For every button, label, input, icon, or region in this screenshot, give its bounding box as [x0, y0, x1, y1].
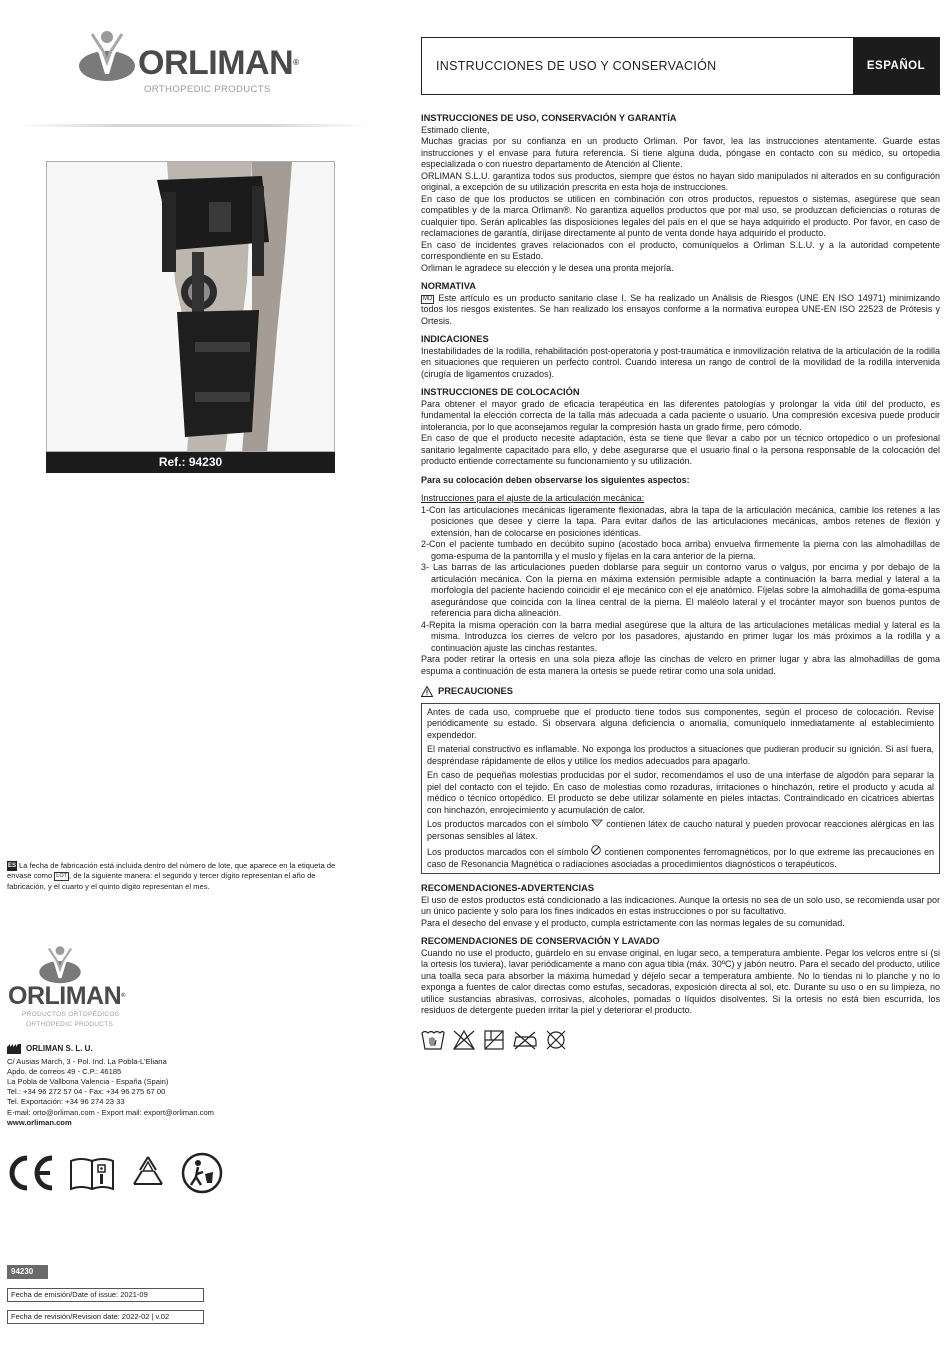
latex-text-a: Los productos marcados con el símbolo	[427, 819, 589, 829]
lot-symbol-icon: LOT	[56, 873, 67, 880]
section-title: INSTRUCCIONES DE USO, CONSERVACIÓN Y GARANTÍA	[421, 113, 677, 123]
section-title: INSTRUCCIONES DE COLOCACIÓN	[421, 387, 580, 397]
tidyman-disposal-icon	[181, 1152, 223, 1194]
mr-unsafe-icon	[591, 845, 601, 855]
language-tab: ESPAÑOL	[853, 38, 939, 94]
address-line: La Pobla de Vallbona Valencia - España (Spain)	[7, 1077, 169, 1087]
brand-tagline-es: PRODUCTOS ORTOPÉDICOS	[22, 1011, 120, 1018]
manufacturer-name-row	[7, 1044, 307, 1054]
paragraph: En caso de pequeñas molestias producidas por el sudor, recomendamos el uso de una interfase de algodón para separar la piel del contacto con el tejido. En caso de molestias como rozaduras, irritaciones o hinchazón, retire el producto y acuda al médico o técnico ortopédico. El producto se debe utilizar solamente en pieles intactas. Contraindicado en cicatrices abiertas con hinchazón, enrojecimiento y acumulación de calor.	[427, 770, 934, 815]
address-line: E-mail: orto@orliman.com - Export mail: export@orliman.com	[7, 1107, 215, 1117]
reg-mark: ®	[293, 58, 299, 67]
aspects-heading: Para su colocación deben observarse los siguientes aspectos:	[421, 474, 690, 485]
section-title: PRECAUCIONES	[438, 686, 513, 696]
section-title: NORMATIVA	[421, 281, 476, 291]
hand-wash-icon	[421, 1029, 445, 1051]
brand-tagline: ORTHOPEDIC PRODUCTS	[26, 1021, 114, 1028]
brand-name: ORLIMAN	[8, 982, 122, 1010]
manufacturer-name: ORLIMAN S. L. U.	[26, 1044, 93, 1053]
revision-date: Fecha de revisión/Revision date: 2022-02 | v.02	[7, 1310, 204, 1324]
orliman-logo-footer	[8, 944, 208, 1034]
website-link[interactable]: www.orliman.com	[7, 1117, 72, 1127]
recycle-icon	[129, 1154, 167, 1192]
reg-mark: ®	[121, 993, 126, 999]
latex-icon	[591, 819, 603, 827]
document-title: INSTRUCCIONES DE USO Y CONSERVACIÓN	[436, 59, 717, 73]
list-item: 2-Con el paciente tumbado en decúbito supino (acostado boca arriba) envuelva firmemente la pierna con las almohadillas de goma-espuma de la pantorrilla y el muslo y fíjelas en la cara anterior de la pierna.	[421, 539, 940, 561]
medical-device-icon: MD	[423, 295, 433, 302]
precautions-box	[421, 703, 940, 875]
list-item: 4-Repita la misma operación con la barra medial asegúrese que la altura de las articulaciones metálicas medial y lateral es la misma. Introduzca los cierres de velcro por los pasadores, ajustando en primer lugar los más próximos a la rodilla y a continuación ajuste las cinchas restantes.	[421, 619, 940, 653]
paragraph: En caso de que los productos se utilicen en combinación con otros productos, repuestos o sistemas, asegúrese que sean compatibles y de la marca Orliman®. No garantiza aquellos productos que por mal uso, se produzcan deficiencias o roturas de cualquier tipo. Serán aplicables las disposiciones legales del país en el que se haya adquirido el producto. Por favor, en caso de reclamaciones de garantía, diríjase directamente al punto de venta donde haya adquirido el producto.	[421, 193, 940, 238]
mr-paragraph	[427, 845, 934, 870]
paragraph: El material constructivo es inflamable. No exponga los productos a situaciones que pudieran producir su ignición. Si así fuera, despréndase rápidamente de ellos y utilice los medios adecuados para apagarlo.	[427, 744, 934, 766]
orliman-logo	[78, 28, 318, 98]
language-badge: ES	[7, 861, 17, 871]
knee-brace-image	[47, 162, 335, 452]
paragraph: Estimado cliente,	[421, 124, 490, 135]
brand-name: ORLIMAN	[138, 44, 294, 82]
brand-tagline: ORTHOPEDIC PRODUCTS	[144, 84, 271, 95]
latex-paragraph	[427, 819, 934, 842]
address-line: C/ Ausias March, 3 - Pol. Ind. La Pobla-L'Eliana	[7, 1057, 167, 1067]
paragraph: Inestabilidades de la rodilla, rehabilitación post-operatoria y post-traumática e inmovilización relativa de la articulación de la rodilla en situaciones que requieren un perfecto control. Cuando interesa un rango de control de la movilidad de la rodilla intervenida (cirugía de ligamentos cruzados).	[421, 345, 940, 379]
adjustment-heading: Instrucciones para el ajuste de la articulación mecánica:	[421, 493, 645, 503]
care-icons	[421, 1029, 940, 1051]
paragraph: Para el desecho del envase y el producto, cumpla estrictamente con las normas legales de su comunidad.	[421, 917, 845, 928]
manufacturer-icon	[7, 1044, 21, 1054]
paragraph: Muchas gracias por su confianza en un producto Orliman. Por favor, lea las instrucciones atentamente. Guarde estas instrucciones y el envase para futura referencia. Si tiene alguna duda, póngase en contacto con su médico, su ortopedia especializada o con nuestro departamento de Atención al Cliente.	[421, 136, 940, 169]
product-code-badge: 94230	[7, 1265, 48, 1279]
no-tumble-dry-icon	[483, 1029, 505, 1051]
mr-text-b: contienen componentes ferromagnéticos, por lo que extreme las precauciones en caso de Resonancia Magnética o radiaciones asociadas a procedimientos diagnósticos o terapéuticos.	[427, 847, 934, 869]
lot-note-text-b: , de la siguiente manera: el segundo y tercer dígito representan el año de fabricación, y el cuarto y el quinto dígito representan el mes.	[7, 871, 316, 891]
paragraph: Orliman le agradece su elección y le desea una pronta mejoría.	[421, 262, 674, 273]
issue-date: Fecha de emisión/Date of issue: 2021-09	[7, 1288, 204, 1302]
paragraph: Para poder retirar la ortesis en una sola pieza afloje las cinchas de velcro en primer lugar y abra las almohadillas de goma espuma a continuación de esta manera la ortesis se puede retirar como una sola unidad.	[421, 654, 940, 676]
lot-note	[7, 861, 352, 892]
no-dry-clean-icon	[545, 1029, 567, 1051]
paragraph: En caso de incidentes graves relacionados con el producto, comuníquelos a Orliman S.L.U. y a la autoridad competente correspondiente en su Estado.	[421, 239, 940, 261]
paragraph: Para obtener el mayor grado de eficacia terapéutica en las diferentes patologías y prolongar la vida útil del producto, es fundamental la elección correcta de la talla más adecuada a cada paciente o usuario. Una compresión excesiva puede producir intolerancia, por lo que aconsejamos regular la compresión hasta un grado firme, pero cómodo.	[421, 398, 940, 432]
instructions-body	[421, 113, 940, 1051]
address-line: Tel.: +34 96 272 57 04 - Fax: +34 96 275 67 00	[7, 1087, 166, 1097]
precautions-heading	[421, 686, 940, 698]
ce-mark-icon	[7, 1155, 55, 1191]
instructions-book-icon	[69, 1155, 115, 1191]
document-header	[421, 37, 940, 95]
regulatory-icons	[7, 1150, 237, 1196]
no-iron-icon	[512, 1029, 538, 1051]
paragraph: Cuando no use el producto, guárdelo en su envase original, en lugar seco, a temperatura ambiente. Pegar los velcros entre sí (si la ortesis los tuviera), lavar periódicamente a mano con agua tibia (máx. 30ºC) y jabón neutro. Para el secado del producto, utilice una toalla seca para absorber la máxima humedad y déjelo secar a temperatura ambiente. No lo tiendas ni lo planche y no lo exponga a fuentes de calor directas como estufas, secadoras, exposición directa al sol, etc. Durante su uso o en su limpieza, no utilice sustancias abrasivas, corrosivas, alcoholes, pomadas o líquidos disolventes. Si la ortesis no está bien escurrida, los residuos de detergente pueden irritar la piel y deteriorar el producto.	[421, 947, 940, 1015]
paragraph: Antes de cada uso, compruebe que el producto tiene todos sus componentes, según el proceso de colocación. Revise periódicamente su estado. Si observara alguna deficiencia o anomalía, comuníquelo inmediatamente al establecimiento expendedor.	[427, 706, 934, 740]
paragraph: En caso de que el producto necesite adaptación, ésta se tiene que llevar a cabo por un técnico ortopédico o un profesional sanitario legalmente capacitado para ello, y debe asegurarse que el usuario final o la persona responsable de la colocación del producto entiende correctamente su funcionamiento y su utilización.	[421, 433, 940, 466]
address-line: Tel. Exportación: +34 96 274 23 33	[7, 1097, 125, 1107]
list-item: 3- Las barras de las articulaciones pueden doblarse para seguir un contorno varus o valgus, por encima y por debajo de la articulación mecánica. Con la pierna en máxima extensión permisible adapte a continuación la barra medial y lateral a la morfología del paciente haciendo coincidir el eje mecánico con el eje anatómico. Fíjelas sobre la almohadilla de goma-espuma asegurándose que coincida con la línea central de la pierna. El maléolo lateral y el trocánter mayor son buenos puntos de referencia para dicha alineación.	[421, 562, 940, 618]
normativa-paragraph	[421, 293, 940, 328]
product-photo	[46, 161, 335, 452]
normativa-text: Este artículo es un producto sanitario clase I. Se ha realizado un Análisis de Riesgos (UNE EN ISO 14971) minimizando todos los riesgos existentes. Se han realizado los ensayos conforme a la normativa europea UNE-EN ISO 22523 de Prótesis y Ortesis.	[421, 292, 940, 326]
orliman-figure-icon	[38, 944, 82, 984]
address-line: Apdo. de correos 49 - C.P.: 46185	[7, 1067, 122, 1077]
latex-text-b: contienen látex de caucho natural y pueden provocar reacciones alérgicas en las personas sensibles al látex.	[427, 819, 934, 841]
paragraph: El uso de estos productos está condicionado a las indicaciones. Aunque la ortesis no sea de un solo uso, se recomienda usar por un único paciente y solo para los fines indicados en estas instrucciones o por su facultativo.	[421, 894, 940, 916]
section-title: RECOMENDACIONES DE CONSERVACIÓN Y LAVADO	[421, 936, 660, 946]
lot-note-text-a: La fecha de fabricación está incluida dentro del número de lote, que aparece en la etiqueta de envase como	[7, 861, 336, 881]
divider	[18, 124, 368, 127]
product-reference: Ref.: 94230	[46, 452, 335, 473]
warning-icon	[421, 686, 433, 697]
orliman-figure-icon	[78, 28, 136, 82]
section-title: RECOMENDACIONES-ADVERTENCIAS	[421, 883, 595, 893]
paragraph: ORLIMAN S.L.U. garantiza todos sus productos, siempre que éstos no hayan sido manipulados ni alterados en su configuración original, a excepción de su utilización prescrita en esta hoja de instrucciones.	[421, 170, 940, 192]
no-bleach-icon	[452, 1029, 476, 1051]
mr-text-a: Los productos marcados con el símbolo	[427, 847, 589, 857]
manufacturer-info	[7, 1044, 307, 1128]
list-item: 1-Con las articulaciones mecánicas ligeramente flexionadas, abra la tapa de la articulación mecánica, cambie los retenes a las posiciones que desee y cierre la tapa. Para evitar daños de las articulaciones mecánicas, ambos retenes de flexión y extensión, han de colocarse en posiciones idénticas.	[421, 504, 940, 538]
section-title: INDICACIONES	[421, 334, 489, 344]
